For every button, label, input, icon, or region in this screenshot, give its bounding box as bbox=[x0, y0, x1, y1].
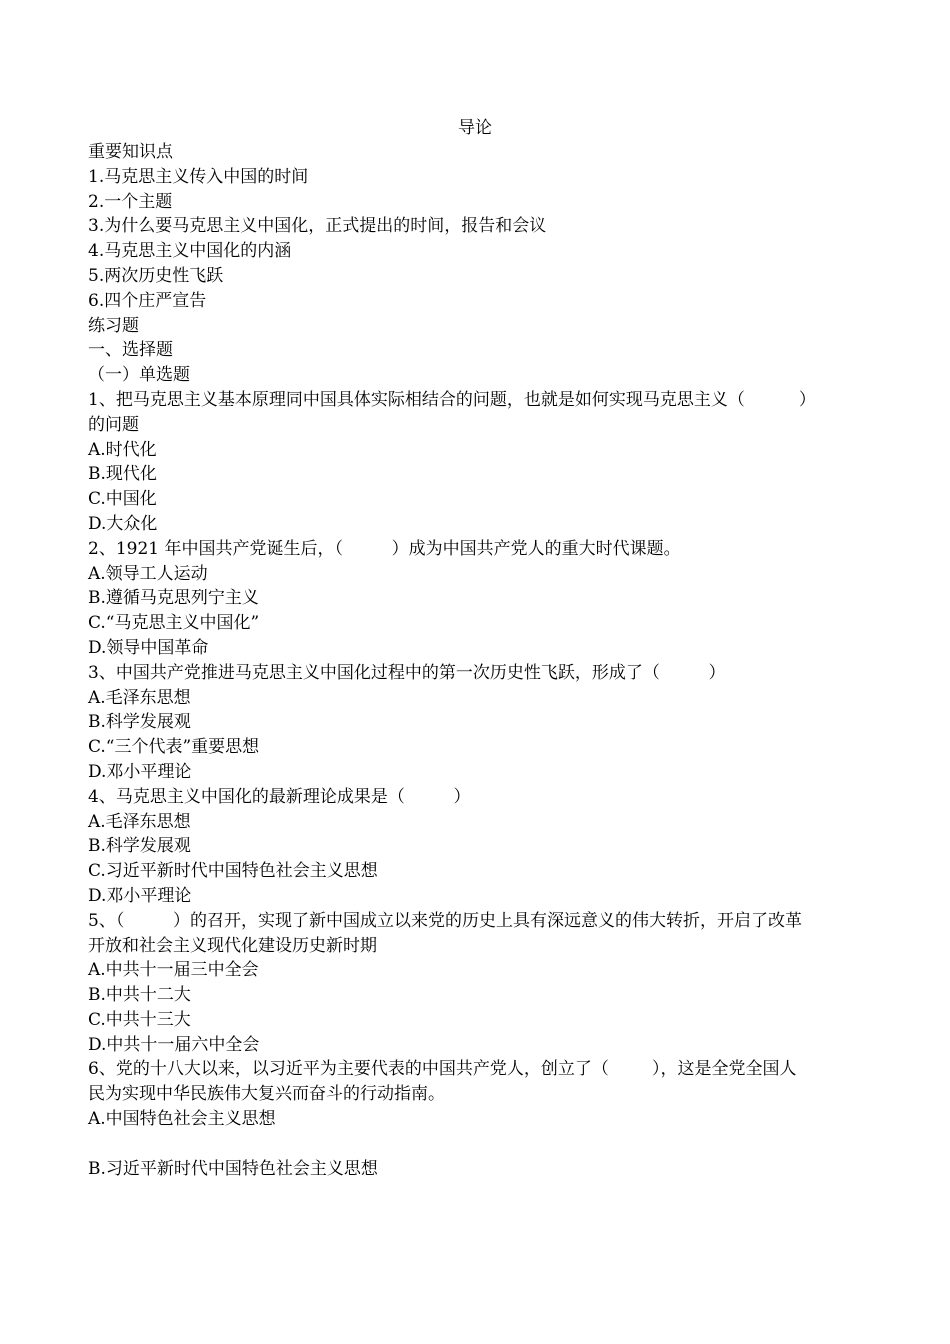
question-stem: 6、党的十八大以来，以习近平为主要代表的中国共产党人，创立了（ ），这是全党全国人 bbox=[88, 1059, 797, 1080]
question-option: A.毛泽东思想 bbox=[88, 687, 191, 708]
question-option: C.习近平新时代中国特色社会主义思想 bbox=[88, 861, 378, 882]
question-option: D.领导中国革命 bbox=[88, 637, 209, 658]
question-option: A.时代化 bbox=[88, 439, 157, 460]
question-option: B.习近平新时代中国特色社会主义思想 bbox=[88, 1158, 378, 1179]
key-point-item: 6.四个庄严宣告 bbox=[88, 290, 207, 311]
key-point-item: 2.一个主题 bbox=[88, 191, 173, 212]
key-points-heading: 重要知识点 bbox=[88, 142, 173, 162]
question-option: C.“三个代表”重要思想 bbox=[88, 737, 260, 758]
question-stem: 3、中国共产党推进马克思主义中国化过程中的第一次历史性飞跃，形成了（ ） bbox=[88, 662, 726, 683]
question-option: D.中共十一届六中全会 bbox=[88, 1034, 260, 1055]
section-heading: 一、选择题 bbox=[88, 340, 173, 361]
document-body bbox=[88, 140, 878, 1181]
subsection-heading: （一）单选题 bbox=[88, 365, 190, 386]
question-stem: 4、马克思主义中国化的最新理论成果是（ ） bbox=[88, 786, 471, 807]
question-option: C.中共十三大 bbox=[88, 1009, 191, 1030]
question-stem: 5、（ ）的召开，实现了新中国成立以来党的历史上具有深远意义的伟大转折，开启了改革 bbox=[88, 910, 802, 931]
question-option: B.遵循马克思列宁主义 bbox=[88, 588, 259, 609]
exercises-heading: 练习题 bbox=[88, 315, 139, 336]
question-option: A.中共十一届三中全会 bbox=[88, 960, 259, 981]
question-option: D.大众化 bbox=[88, 513, 158, 534]
question-option: C.“马克思主义中国化” bbox=[88, 613, 260, 634]
question-option: B.中共十二大 bbox=[88, 985, 191, 1006]
question-option: B.科学发展观 bbox=[88, 712, 191, 733]
key-point-item: 5.两次历史性飞跃 bbox=[88, 265, 224, 286]
question-option: C.中国化 bbox=[88, 489, 157, 510]
document-title: 导论 bbox=[458, 118, 492, 138]
question-stem: 2、1921 年中国共产党诞生后，（ ）成为中国共产党人的重大时代课题。 bbox=[88, 538, 681, 559]
blank-line bbox=[88, 1132, 878, 1157]
question-stem: 开放和社会主义现代化建设历史新时期 bbox=[88, 935, 377, 956]
question-stem: 民为实现中华民族伟大复兴而奋斗的行动指南。 bbox=[88, 1084, 445, 1105]
question-stem: 1、把马克思主义基本原理同中国具体实际相结合的问题，也就是如何实现马克思主义（ ） bbox=[88, 389, 816, 410]
key-point-item: 3.为什么要马克思主义中国化，正式提出的时间，报告和会议 bbox=[88, 216, 547, 237]
key-point-item: 1.马克思主义传入中国的时间 bbox=[88, 166, 309, 187]
question-option: D.邓小平理论 bbox=[88, 761, 192, 782]
question-option: A.毛泽东思想 bbox=[88, 811, 191, 832]
question-option: A.中国特色社会主义思想 bbox=[88, 1109, 276, 1130]
question-option: B.科学发展观 bbox=[88, 836, 191, 857]
key-point-item: 4.马克思主义中国化的内涵 bbox=[88, 241, 292, 262]
question-option: B.现代化 bbox=[88, 464, 157, 485]
question-option: D.邓小平理论 bbox=[88, 885, 192, 906]
question-option: A.领导工人运动 bbox=[88, 563, 208, 584]
question-stem: 的问题 bbox=[88, 414, 139, 435]
